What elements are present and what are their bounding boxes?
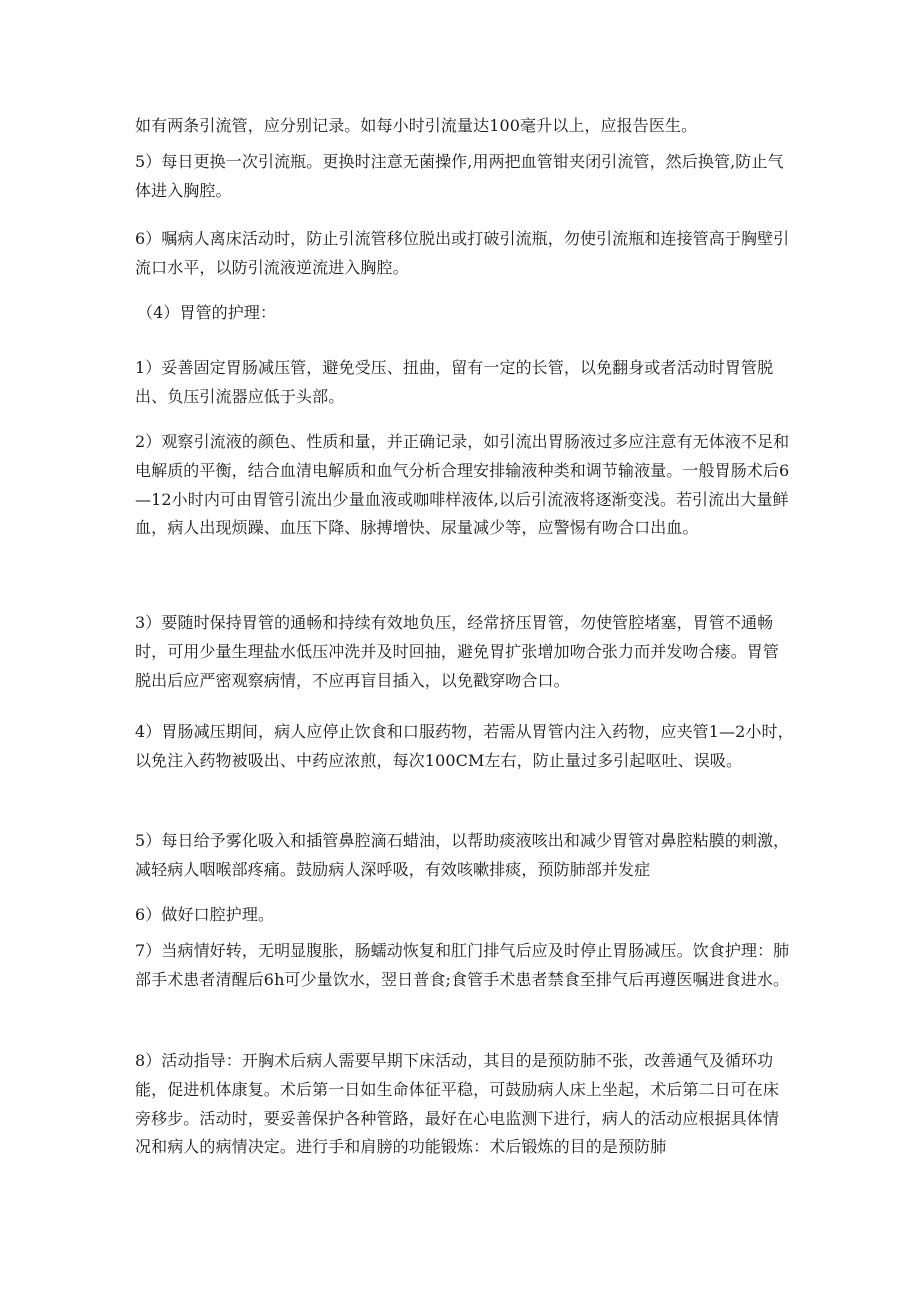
paragraph-item-3-keep-patency: 3）要随时保持胃管的通畅和持续有效地负压，经常挤压胃管，勿使管腔堵塞，胃管不通畅时，可用少量生理盐水低压冲洗并及时回抽，避免胃扩张增加吻合张力而并发吻合瘘。胃管脱出后应严密观察病情，不应再盲目插入，以免戳穿吻合口。 — [135, 613, 780, 690]
paragraph-item-5-nebulization: 5）每日给予雾化吸入和插管鼻腔滴石蜡油，以帮助痰液咳出和减少胃管对鼻腔粘膜的刺激，减轻病人咽喉部疼痛。鼓励病人深呼吸，有效咳嗽排痰，预防肺部并发症 — [135, 831, 790, 879]
paragraph-item-1-fix-tube: 1）妥善固定胃肠减压管，避免受压、扭曲，留有一定的长管，以免翻身或者活动时胃管脱出、负压引流器应低于头部。 — [135, 358, 774, 406]
section-title-gastric-tube-care: （4）胃管的护理： — [137, 303, 277, 322]
paragraph-item-4-decompression-period: 4）胃肠减压期间，病人应停止饮食和口服药物，若需从胃管内注入药物，应夹管1—2小时，以免注入药物被吸出、中药应浓煎，每次100CM左右，防止量过多引起呕吐、误吸。 — [135, 722, 794, 770]
paragraph-drainage-record: 如有两条引流管，应分别记录。如每小时引流量达100毫升以上，应报告医生。 — [135, 116, 698, 135]
paragraph-item-5-replace-bottle: 5）每日更换一次引流瓶。更换时注意无菌操作,用两把血管钳夹闭引流管，然后换管,防止气体进入胸腔。 — [135, 152, 784, 200]
paragraph-item-6-oral-care: 6）做好口腔护理。 — [135, 905, 275, 924]
paragraph-item-8-activity-guidance: 8）活动指导：开胸术后病人需要早期下床活动，其目的是预防肺不张，改善通气及循环功能，促进机体康复。术后第一日如生命体征平稳，可鼓励病人床上坐起，术后第二日可在床旁移步。活动时，要妥善保护各种管路，最好在心电监测下进行，病人的活动应根据具体情况和病人的病情决定。进行手和肩膀的功能锻炼：术后锻炼的目的是预防肺 — [135, 1051, 780, 1157]
paragraph-item-7-stop-decompression: 7）当病情好转，无明显腹胀，肠蠕动恢复和肛门排气后应及时停止胃肠减压。饮食护理：肺部手术患者清醒后6h可少量饮水，翌日普食;食管手术患者禁食至排气后再遵医嘱进食进水。 — [135, 941, 790, 989]
paragraph-item-2-observe-drainage: 2）观察引流液的颜色、性质和量，并正确记录，如引流出胃肠液过多应注意有无体液不足和电解质的平衡，结合血清电解质和血气分析合理安排输液种类和调节输液量。一般胃肠术后6—12小时内可由胃管引流出少量血液或咖啡样液体,以后引流液将逐渐变浅。若引流出大量鲜血，病人出现烦躁、血压下降、脉搏增快、尿量减少等，应警惕有吻合口出血。 — [135, 432, 790, 538]
paragraph-item-6-off-bed-activity: 6）嘱病人离床活动时，防止引流管移位脱出或打破引流瓶，勿使引流瓶和连接管高于胸壁引流口水平，以防引流液逆流进入胸腔。 — [135, 229, 790, 277]
